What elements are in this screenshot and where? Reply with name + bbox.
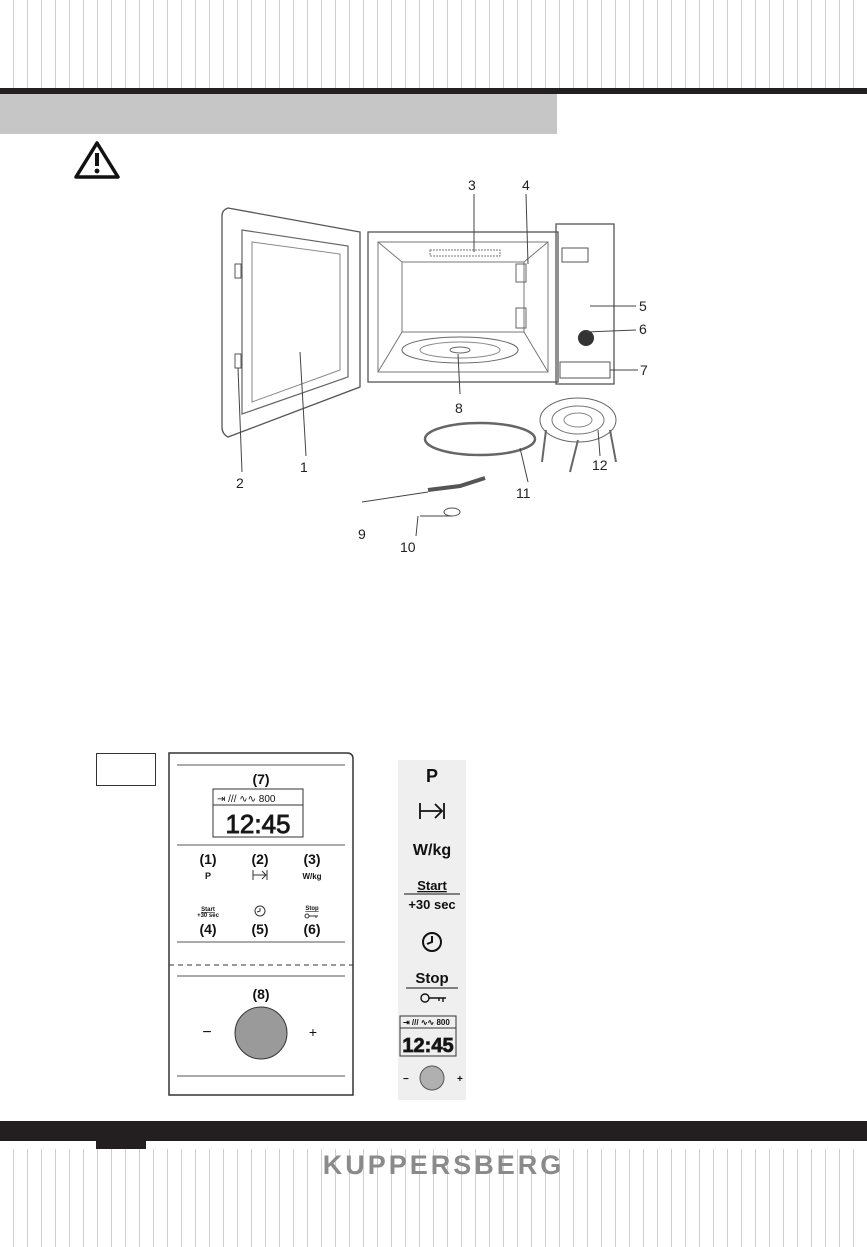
button-5-number: (5) <box>251 921 269 937</box>
skip-forward-icon <box>253 870 267 880</box>
callout-10: 10 <box>400 539 416 555</box>
oven-body <box>368 232 558 382</box>
callout-3: 3 <box>468 177 476 193</box>
button-stop-label: Stop <box>305 906 319 912</box>
button-6-number: (6) <box>303 921 321 937</box>
callout-12: 12 <box>592 457 608 473</box>
button-1-number: (1) <box>199 851 217 867</box>
display-icons: ⇥ /// ∿∿ 800 <box>217 794 276 805</box>
callout-9: 9 <box>358 526 366 542</box>
legend-display-icons: ⇥ /// ∿∿ 800 <box>403 1018 450 1027</box>
legend-display-time: 12:45 <box>402 1035 454 1057</box>
knob <box>235 1007 287 1059</box>
legend-start: Start <box>417 878 447 893</box>
button-p-label: P <box>204 871 212 881</box>
leader-lines <box>238 194 638 536</box>
key-lock-icon <box>305 914 318 918</box>
control-panel-illustration <box>556 224 614 384</box>
legend-p: P <box>425 766 439 786</box>
legend-knob <box>420 1066 444 1090</box>
roller-ring <box>428 478 485 490</box>
button-3-number: (3) <box>303 851 321 867</box>
callout-2: 2 <box>236 475 244 491</box>
button-start-label: Start <box>201 907 215 913</box>
button-wkg-label: W/kg <box>302 872 322 881</box>
callout-7: 7 <box>640 362 648 378</box>
skip-forward-icon <box>420 803 444 819</box>
knob-number: (8) <box>252 986 270 1002</box>
display-number: (7) <box>252 771 270 787</box>
button-4-number: (4) <box>199 921 217 937</box>
legend-stop: Stop <box>415 970 449 987</box>
footer-bar <box>0 1121 867 1141</box>
knob-plus: + <box>308 1024 318 1040</box>
button-2-number: (2) <box>251 851 269 867</box>
glass-tray <box>425 423 535 455</box>
door <box>222 208 360 437</box>
coupler <box>444 508 460 516</box>
legend-start-sub: +30 sec <box>408 897 456 912</box>
callout-6: 6 <box>639 321 647 337</box>
key-lock-icon <box>421 994 446 1002</box>
legend-wkg: W/kg <box>412 842 452 859</box>
header-stripes <box>0 0 867 88</box>
clock-icon <box>255 906 265 916</box>
legend-plus: + <box>457 1074 463 1085</box>
callout-numbers <box>236 177 648 555</box>
figure-label-box <box>96 753 156 786</box>
clock-icon <box>423 933 441 951</box>
callout-11: 11 <box>516 485 531 501</box>
microwave-parts-diagram <box>190 172 670 562</box>
callout-1: 1 <box>300 459 308 475</box>
legend-display <box>400 1016 456 1057</box>
section-title-band <box>0 94 557 134</box>
button-start-sub-label: +30 sec <box>197 913 219 919</box>
control-panel-diagram <box>167 751 355 1097</box>
footer-page-tab <box>96 1141 146 1149</box>
legend-column <box>398 760 466 1100</box>
brand-logo: KUPPERSBERG <box>322 1150 565 1180</box>
knob-minus: − <box>202 1024 212 1041</box>
display-time: 12:45 <box>225 809 291 839</box>
callout-8: 8 <box>455 400 463 416</box>
warning-triangle-icon <box>74 140 120 180</box>
callout-5: 5 <box>639 298 647 314</box>
legend-minus: − <box>403 1074 409 1085</box>
callout-4: 4 <box>522 177 530 193</box>
